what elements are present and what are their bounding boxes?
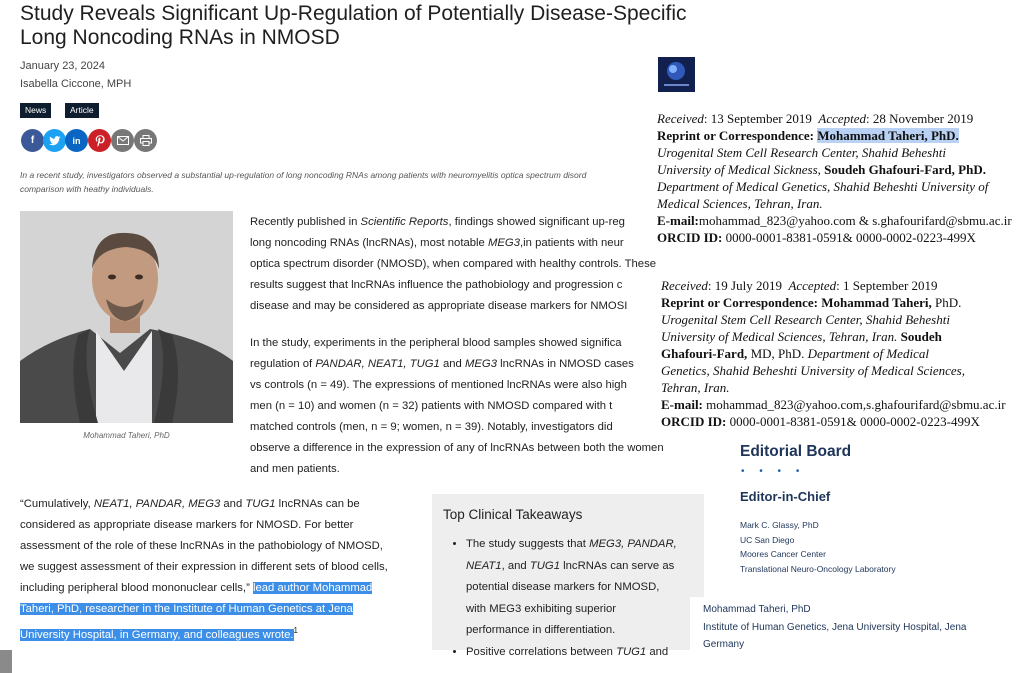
author-photo xyxy=(20,211,233,423)
scrollbar-thumb[interactable] xyxy=(0,650,12,673)
quote-paragraph: “Cumulatively, NEAT1, PANDAR, MEG3 and TUG1 lncRNAs can be considered as appropriate disease markers for NMOSD. For better assessment of the role of these lncRNAs in the pathobiology of NMOSD, we suggest assessment of their expression in different sets of blood cells, including peripheral blood mononuclear cells,” lead author Mohammad Taheri, PhD, researcher in the Institute of Human Genetics at Jena University Hospital, in Germany, and colleagues wrote.$^1$ xyxy=(20,498,388,641)
email-link[interactable]: mohammad_823@yahoo.com & s.ghafourifard@sbmu.ac.ir xyxy=(698,213,1012,228)
article-paragraph-1: Recently published in Scientific Reports, findings showed significant up-reg long noncoding RNAs (lncRNAs), most notable MEG3,in patients with neur optica spectrum disorder (NMOSD), when compared with healthy controls. These results suggest that lncRNAs influence the pathobiology and progression c disease and may be considered as appropriate disease markers for NMOSI xyxy=(250,216,657,312)
image-caption: In a recent study, investigators observed a substantial up-regulation of long noncoding RNAs among patients with neuromyelitis optica spectrum disord comparison with heathy individuals. xyxy=(20,170,587,194)
author-affiliation: Mohammad Taheri, PhD Institute of Human Genetics, Jena University Hospital, Jena Germany xyxy=(690,597,1024,657)
linkedin-icon[interactable]: in xyxy=(65,129,88,152)
tag-news[interactable]: News xyxy=(20,103,51,118)
clinical-takeaways-box xyxy=(432,494,704,658)
email-icon[interactable] xyxy=(111,129,134,152)
print-icon[interactable] xyxy=(134,129,157,152)
article-date: January 23, 2024 xyxy=(20,60,106,72)
takeaways-list xyxy=(452,534,697,663)
correspondence-block-1: Received: 13 September 2019 Accepted: 28 November 2019 Reprint or Correspondence: Mohammad Taheri, PhD. Urogenital Stem Cell Research Center, Shahid Beheshti University of Medical Sickness, Soudeh Ghafouri-Fard, PhD. Department of Medical Genetics, Shahid Beheshti University of Medical Sciences, Tehran, Iran. E-mail:mohammad_823@yahoo.com & s.ghafourifard@sbmu.ac.ir ORCID ID: 0000-0001-8381-0591& 0000-0002-0223-499X xyxy=(652,109,1024,245)
article-paragraph-2: In the study, experiments in the peripheral blood samples showed significa regulation of PANDAR, NEAT1, TUG1 and MEG3 lncRNAs in NMOSD cases vs controls (n = 49). The expressions of mentioned lncRNAs were also high men (n = 10) and women (n = 32) patients with NMOSD compared with t matched controls (men, n = 9; women, n = 39). Notably, investigators did observe a difference in the expression of any of lncRNAs between both the women and men patients. xyxy=(250,337,664,475)
selected-text[interactable]: University Hospital, in Germany, and colleagues wrote. xyxy=(20,628,294,641)
twitter-icon[interactable] xyxy=(43,129,66,152)
journal-logo xyxy=(658,57,695,92)
takeaways-heading: Top Clinical Takeaways xyxy=(443,507,583,522)
selected-text[interactable]: lead author Mohammad xyxy=(252,582,373,594)
selected-name[interactable]: Mohammad Taheri, PhD. xyxy=(817,128,959,143)
photo-caption: Mohammad Taheri, PhD xyxy=(83,431,170,440)
article-title: Study Reveals Significant Up-Regulation of Potentially Disease-Specific Long Noncoding RNAs in NMOSD xyxy=(20,2,687,49)
correspondence-block-2: Received: 19 July 2019 Accepted: 1 September 2019 Reprint or Correspondence: Mohammad Taheri, PhD. Urogenital Stem Cell Research Center, Shahid Beheshti University of Medical Sciences, Tehran, Iran. Soudeh Ghafouri-Fard, MD, PhD. Department of Medical Genetics, Shahid Beheshti University of Medical Sciences, Tehran, Iran. E-mail: mohammad_823@yahoo.com,s.ghafourifard@sbmu.ac.ir ORCID ID: 0000-0001-8381-0591& 0000-0002-0223-499X xyxy=(652,276,1024,426)
dots-divider: • • • • xyxy=(741,466,806,477)
list-item: • The study suggests that MEG3, PANDAR, NEAT1, and TUG1 lncRNAs can serve as potential disease markers for NMOSD, with MEG3 exhibiting superior performance in differentiation. xyxy=(466,534,697,642)
editor-details: Mark C. Glassy, PhD UC San Diego Moores Cancer Center Translational Neuro-Oncology Laboratory xyxy=(740,520,896,574)
footnote-ref[interactable]: 1 xyxy=(293,626,298,635)
editor-in-chief-heading: Editor-in-Chief xyxy=(740,489,831,504)
article-author[interactable]: Isabella Ciccone, MPH xyxy=(20,78,132,90)
tag-article[interactable]: Article xyxy=(65,103,99,118)
selected-text[interactable]: Taheri, PhD, researcher in the Institute of Human Genetics at Jena xyxy=(20,603,353,615)
email-link[interactable]: mohammad_823@yahoo.com,s.ghafourifard@sbmu.ac.ir xyxy=(702,397,1006,412)
pinterest-icon[interactable] xyxy=(88,129,111,152)
list-item: • Positive correlations between TUG1 and xyxy=(466,642,697,664)
facebook-icon[interactable]: f xyxy=(21,129,44,152)
editorial-board-title: Editorial Board xyxy=(740,443,852,460)
